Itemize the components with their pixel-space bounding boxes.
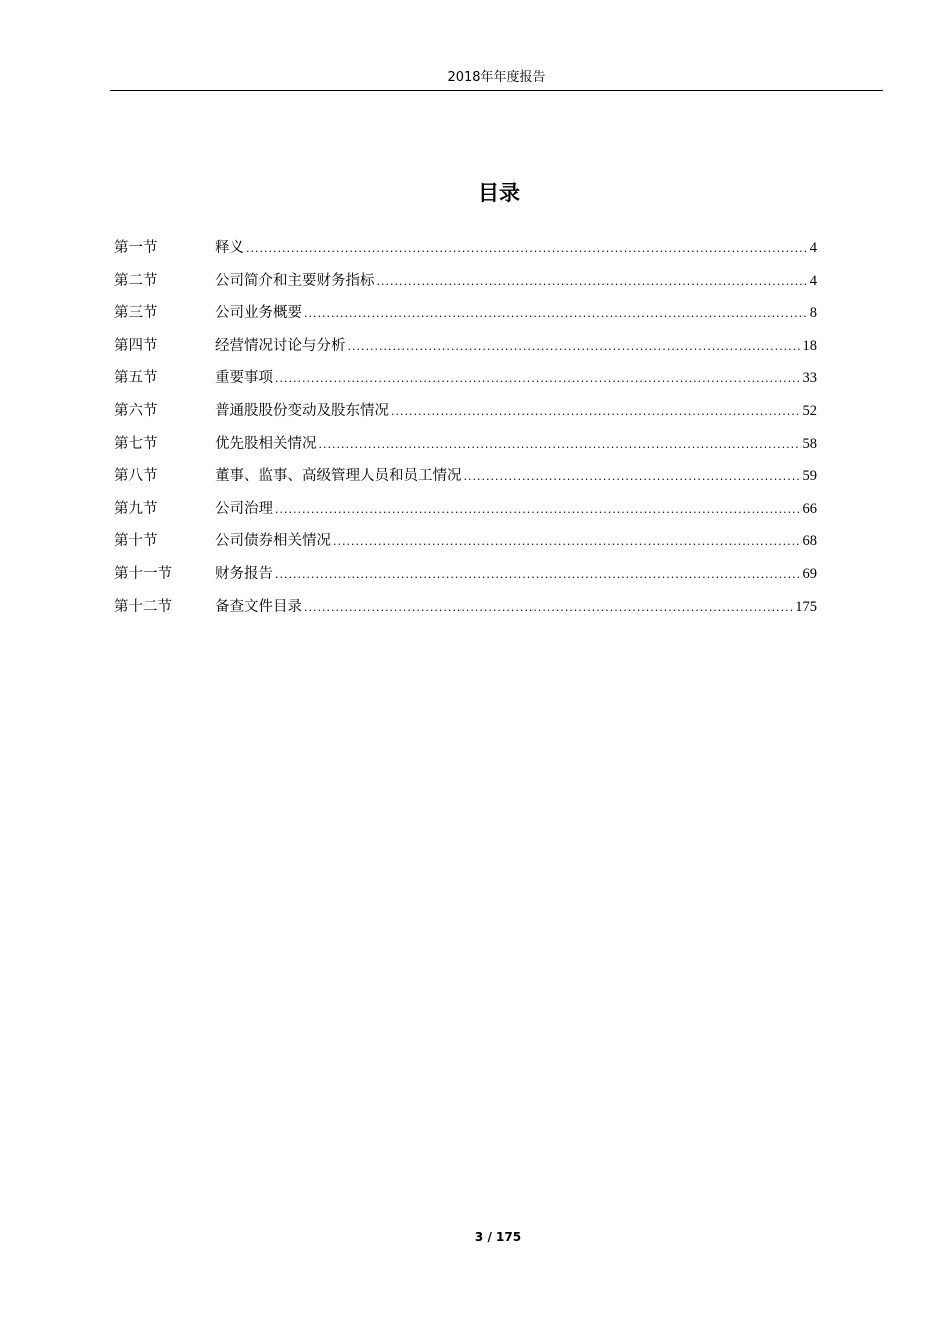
toc-section-name: 公司简介和主要财务指标	[215, 272, 375, 289]
toc-page-number: 175	[795, 598, 817, 615]
toc-section-number: 第二节	[114, 272, 158, 289]
toc-dot-leader	[348, 335, 801, 359]
toc-dot-leader	[275, 367, 801, 391]
toc-section-number: 第七节	[114, 435, 158, 452]
toc-title: 目录	[478, 181, 520, 205]
toc-item-10[interactable]	[114, 529, 817, 562]
toc-section-name: 释义	[215, 240, 244, 256]
toc-item-5[interactable]	[114, 366, 817, 399]
toc-section-name: 重要事项	[215, 370, 273, 387]
toc-dot-leader	[304, 596, 793, 620]
toc-section-number: 第六节	[114, 402, 158, 419]
toc-page-number: 4	[809, 272, 817, 289]
toc-item-1[interactable]	[114, 236, 817, 269]
toc-page-number: 66	[802, 500, 817, 517]
toc-dot-leader	[246, 237, 808, 261]
page-header	[110, 66, 883, 91]
toc-page-number: 18	[802, 337, 817, 354]
toc-section-name: 公司债券相关情况	[215, 533, 331, 550]
toc-section-number: 第四节	[114, 337, 158, 354]
toc-section-number: 第十二节	[114, 598, 172, 615]
toc-dot-leader	[275, 498, 801, 522]
toc-section-name: 备查文件目录	[215, 598, 302, 615]
toc-section-number: 第九节	[114, 500, 158, 517]
toc-section-number: 第五节	[114, 370, 158, 387]
toc-page-number: 52	[802, 402, 817, 419]
page-indicator: 3 / 175	[474, 1230, 522, 1244]
toc-section-number: 第十节	[114, 533, 158, 550]
toc-page-number: 58	[802, 435, 817, 452]
toc-section-name: 财务报告	[215, 565, 273, 582]
toc-dot-leader	[304, 302, 808, 326]
toc-page-number: 69	[802, 565, 817, 582]
toc-item-12[interactable]	[114, 595, 817, 628]
toc-list	[114, 236, 817, 627]
toc-item-9[interactable]	[114, 497, 817, 530]
toc-section-number: 第三节	[114, 305, 158, 322]
toc-section-number: 第十一节	[114, 565, 172, 582]
toc-item-3[interactable]	[114, 301, 817, 334]
toc-item-8[interactable]	[114, 464, 817, 497]
toc-dot-leader	[377, 270, 808, 294]
toc-section-number: 第一节	[114, 240, 158, 256]
toc-section-name: 经营情况讨论与分析	[215, 337, 346, 354]
report-title: 2018年年度报告	[447, 70, 546, 85]
toc-section-name: 普通股股份变动及股东情况	[215, 402, 389, 419]
toc-dot-leader	[391, 400, 801, 424]
toc-section-name: 公司治理	[215, 500, 273, 517]
toc-dot-leader	[275, 563, 801, 587]
toc-dot-leader	[333, 530, 801, 554]
toc-dot-leader	[319, 433, 801, 457]
toc-section-name: 董事、监事、高级管理人员和员工情况	[215, 468, 462, 485]
toc-item-4[interactable]	[114, 334, 817, 367]
toc-section-name: 优先股相关情况	[215, 435, 317, 452]
toc-item-7[interactable]	[114, 432, 817, 465]
toc-dot-leader	[464, 465, 801, 489]
toc-page-number: 68	[802, 533, 817, 550]
toc-page-number: 33	[802, 370, 817, 387]
toc-page-number: 59	[802, 468, 817, 485]
toc-item-2[interactable]	[114, 269, 817, 302]
toc-page-number: 4	[809, 240, 817, 256]
page-footer	[0, 1230, 950, 1244]
toc-page-number: 8	[809, 305, 817, 322]
toc-item-11[interactable]	[114, 562, 817, 595]
toc-section-name: 公司业务概要	[215, 305, 302, 322]
toc-item-6[interactable]	[114, 399, 817, 432]
toc-section-number: 第八节	[114, 468, 158, 485]
